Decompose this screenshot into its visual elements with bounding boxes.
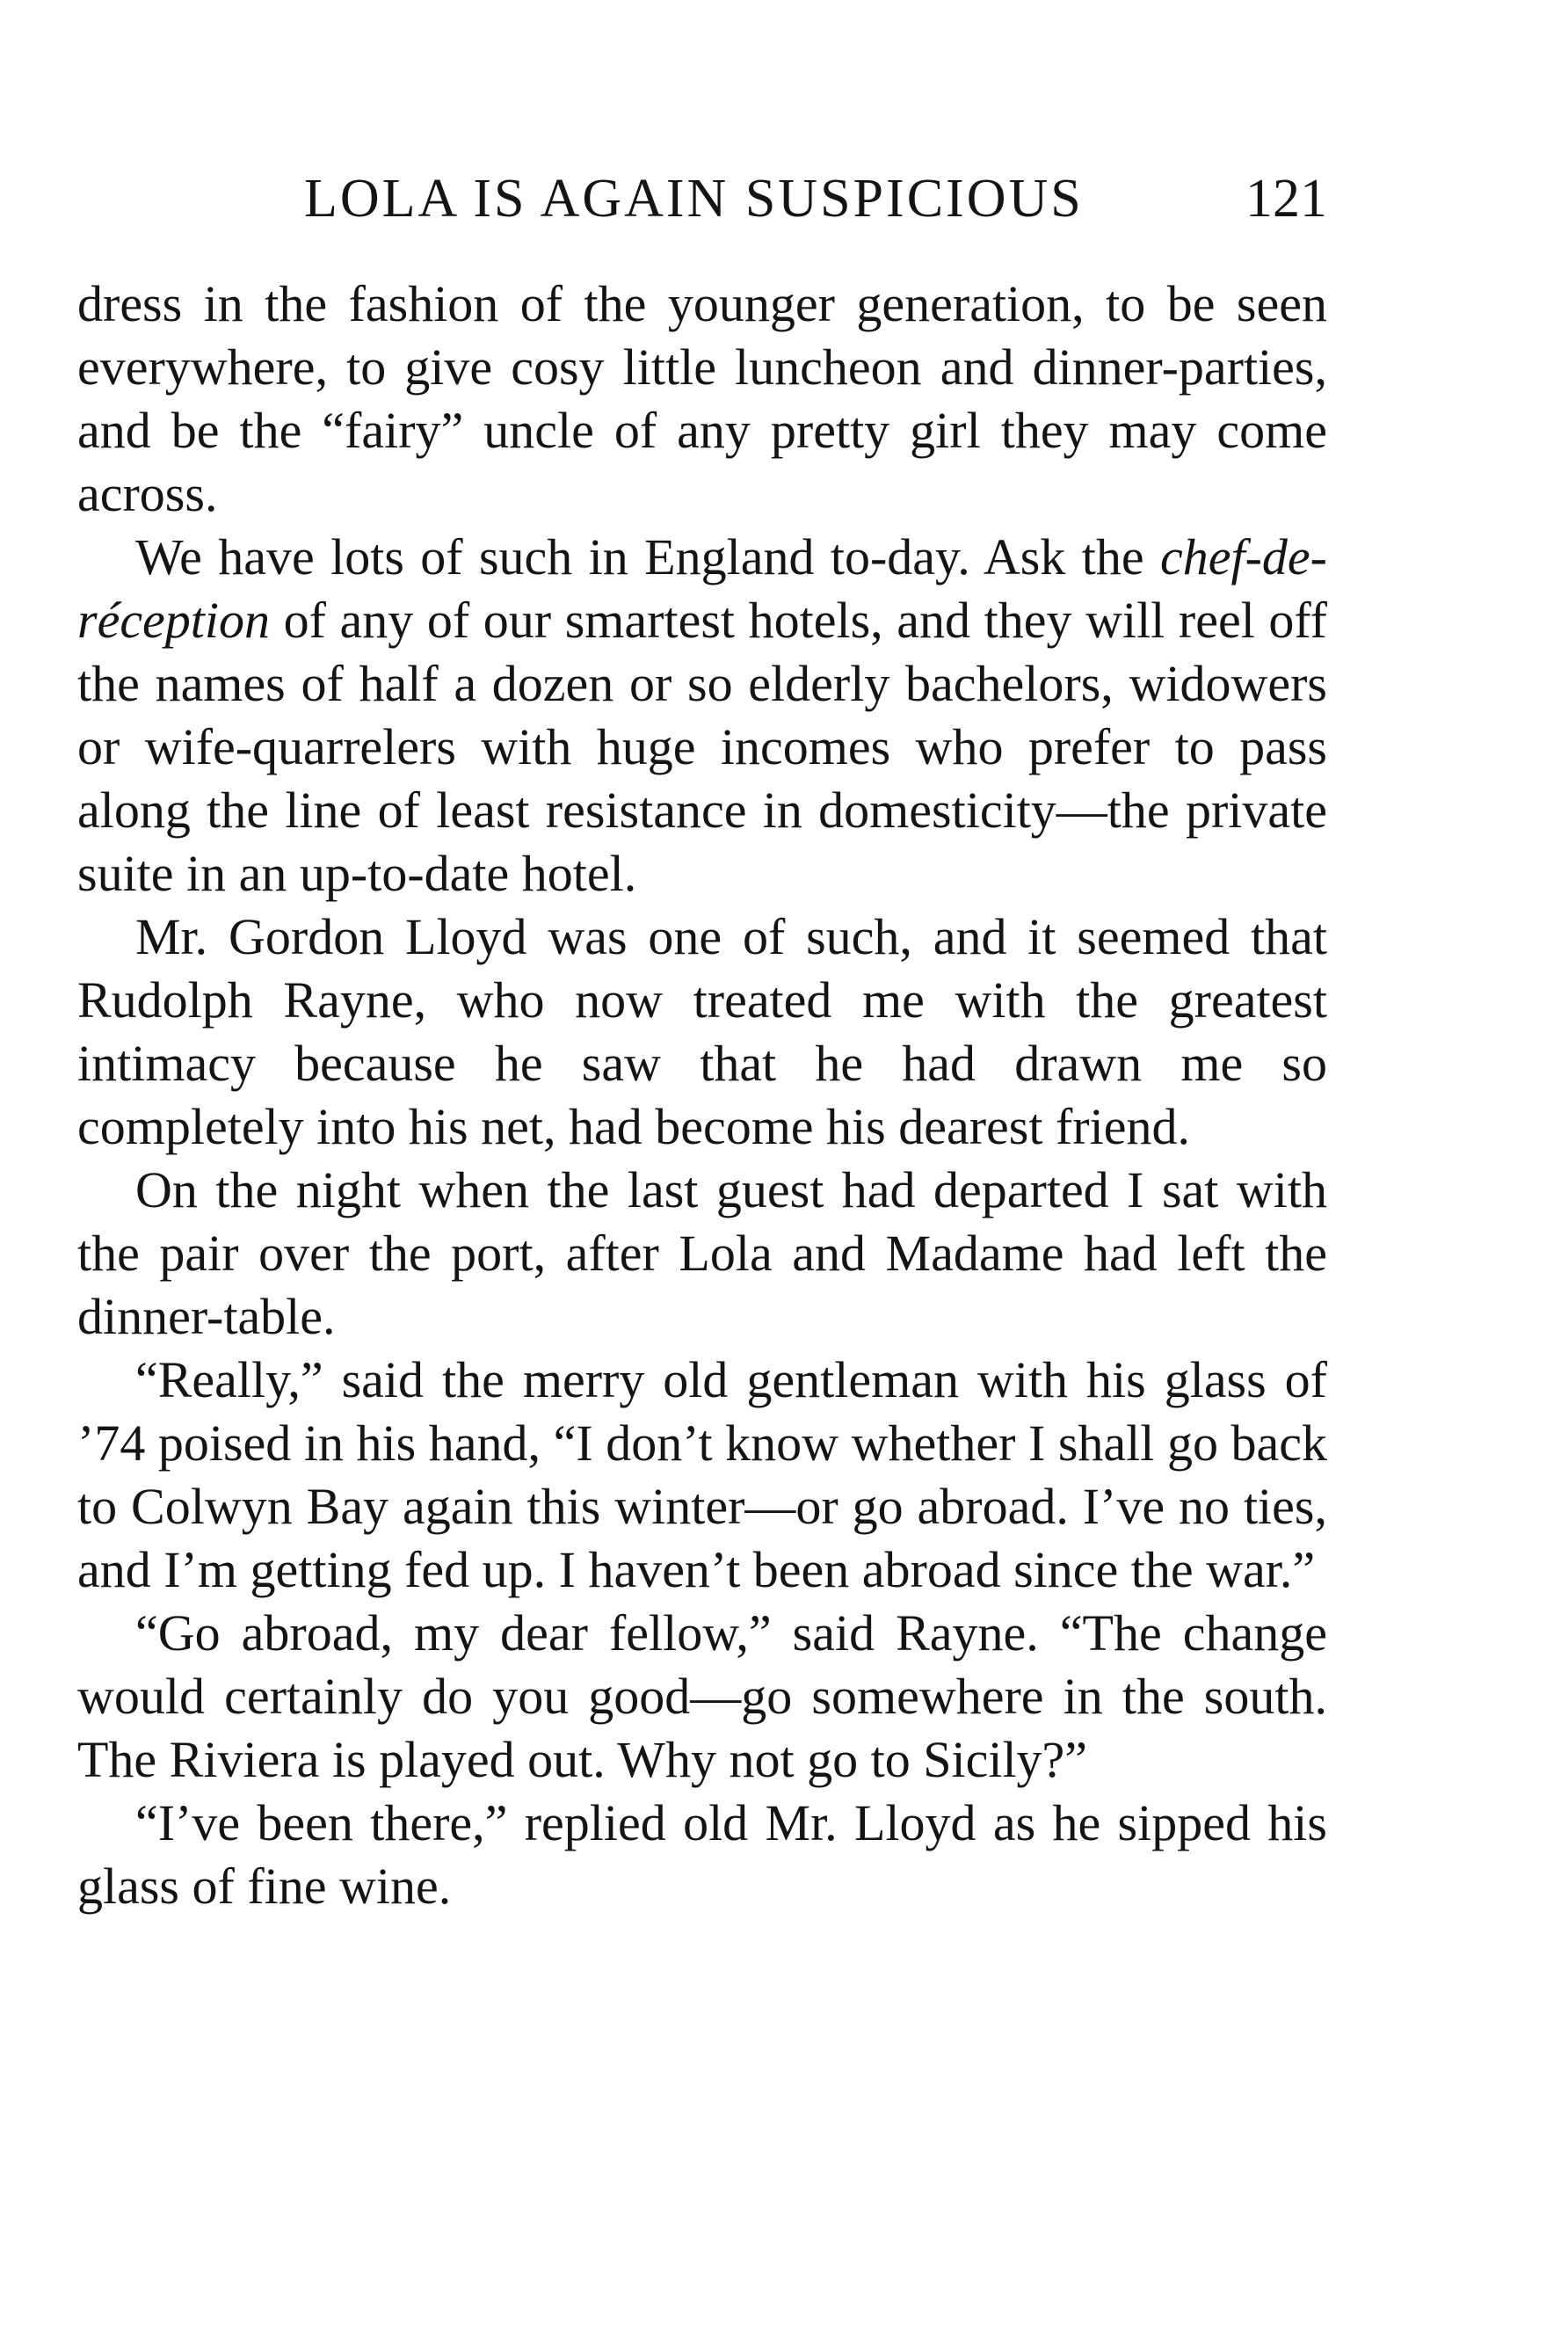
paragraph-continued: dress in the fashion of the younger generation, to be seen everywhere, to give cosy little luncheon and dinner-parties, and be the “fairy” uncle of any pretty girl they may come across. — [77, 275, 1327, 522]
page-header — [77, 164, 1327, 234]
paragraph-hotels-start: We have lots of such in England to-day. Ask the — [135, 528, 1161, 585]
body-text — [77, 273, 1327, 1918]
running-title: LOLA IS AGAIN SUSPICIOUS — [304, 169, 1084, 229]
paragraph-hotels-end: of any of our smartest hotels, and they will reel off the names of half a dozen or so elderly bachelors, widowers or wife-quarrelers with huge incomes who prefer to pass along the line of least resistance in domesticity—the private suite in an up-to-date hotel. — [77, 592, 1327, 902]
paragraph-been-there: “I’ve been there,” replied old Mr. Lloyd as he sipped his glass of fine wine. — [77, 1794, 1327, 1915]
paragraph-go-abroad: “Go abroad, my dear fellow,” said Rayne. “The change would certainly do you good—go somewhere in the south. The Riviera is played out. Why not go to Sicily?” — [77, 1604, 1327, 1788]
paragraph-hotels — [77, 526, 1327, 905]
paragraph-really: “Really,” said the merry old gentleman with his glass of ’74 poised in his hand, “I don’t know whether I shall go back to Colwyn Bay again this winter—or go abroad. I’ve no ties, and I’m getting fed up. I haven’t been abroad since the war.” — [77, 1351, 1327, 1598]
paragraph-gordon-lloyd: Mr. Gordon Lloyd was one of such, and it seemed that Rudolph Rayne, who now treated me with the greatest intimacy because he saw that he had drawn me so completely into his net, had become his dearest friend. — [77, 908, 1327, 1155]
italic-term: chef-de-réception — [77, 528, 1327, 649]
paragraph-night: On the night when the last guest had departed I sat with the pair over the port, after Lola and Madame had left the dinner-table. — [77, 1161, 1327, 1345]
page-number: 121 — [1245, 169, 1327, 229]
